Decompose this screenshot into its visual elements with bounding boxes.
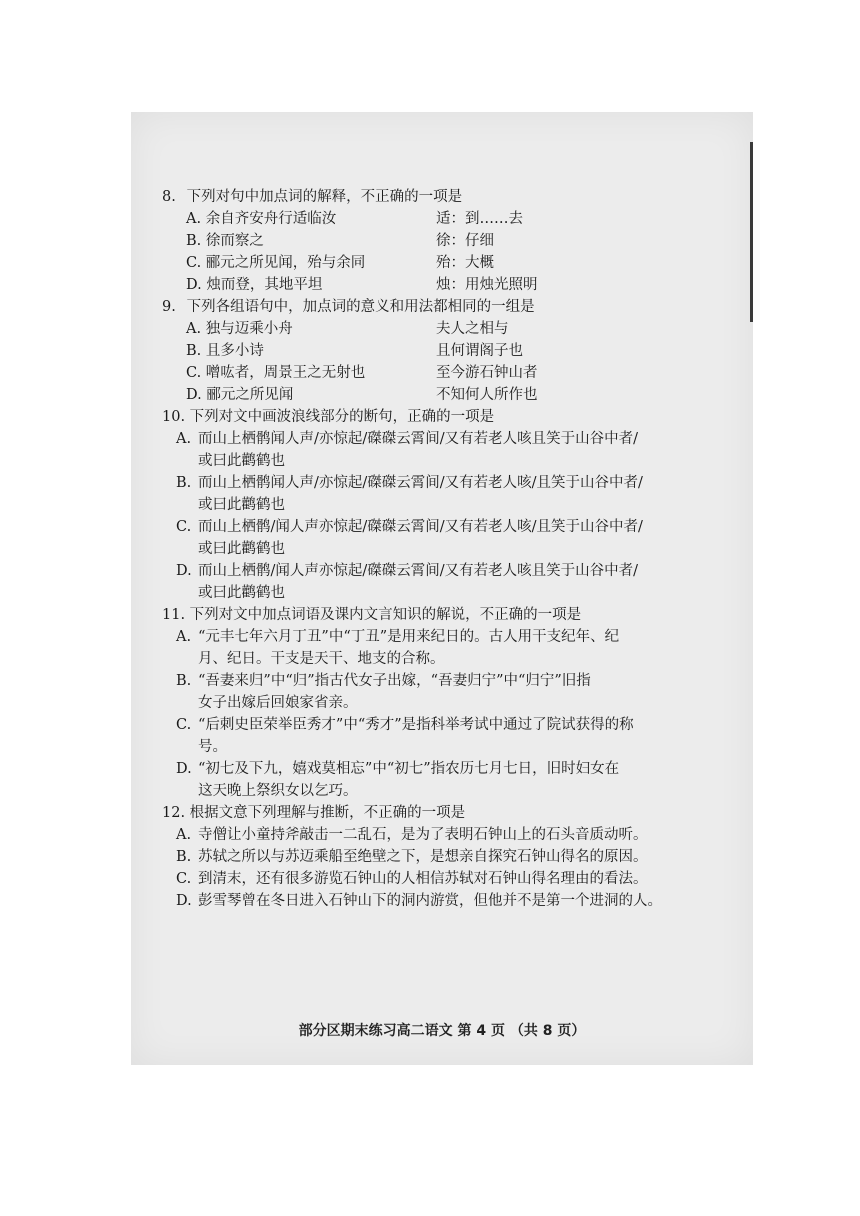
exam-content	[162, 186, 702, 912]
question-number: 11.	[162, 607, 186, 623]
option-d	[162, 890, 702, 912]
option-line: 而山上栖鹘/闻人声亦惊起/磔磔云霄间/又有若老人咳/且笑于山谷中者/	[198, 519, 643, 535]
option-line: 女子出嫁后回娘家省亲。	[198, 695, 358, 711]
page-footer: 部分区期末练习高二语文 第 4 页 （共 8 页）	[298, 1023, 586, 1039]
option-a	[162, 318, 702, 340]
question-title: 下列各组语句中，加点词的意义和用法都相同的一组是	[186, 299, 535, 315]
option-sentence: 郦元之所见闻，殆与余同	[205, 255, 366, 271]
option-label: A.	[176, 629, 192, 645]
option-line: 或曰此鹳鹤也	[198, 585, 285, 601]
option-line: “元丰七年六月丁丑”中“丁丑”是用来纪日的。古人用干支纪年、纪	[198, 629, 620, 645]
option-a	[162, 208, 702, 230]
option-d	[162, 560, 702, 604]
option-label: A.	[186, 211, 202, 227]
option-b	[162, 230, 702, 252]
option-b	[162, 846, 702, 868]
option-gloss: 适：到……去	[436, 211, 523, 227]
option-label: D.	[176, 563, 192, 579]
question-8	[162, 186, 702, 296]
option-line: “初七及下九，嬉戏莫相忘”中“初七”指农历七月七日，旧时妇女在	[198, 761, 620, 777]
option-line: “后刺史臣荣举臣秀才”中“秀才”是指科举考试中通过了院试获得的称	[198, 717, 634, 733]
option-gloss: 徐：仔细	[436, 233, 494, 249]
option-sentence: 徐而察之	[205, 233, 264, 249]
option-right: 至今游石钟山者	[436, 365, 538, 381]
option-a	[162, 626, 702, 670]
question-number: 9.	[162, 299, 176, 315]
option-label: D.	[176, 893, 192, 909]
option-label: B.	[176, 849, 192, 865]
question-title: 根据文意下列理解与推断，不正确的一项是	[189, 805, 466, 821]
option-d	[162, 274, 702, 296]
option-line: “吾妻来归”中“归”指古代女子出嫁，“吾妻归宁”中“归宁”旧指	[198, 673, 591, 689]
option-line: 号。	[198, 739, 227, 755]
option-gloss: 殆：大概	[436, 255, 494, 271]
option-label: D.	[176, 761, 192, 777]
option-line: 而山上栖鹘闻人声/亦惊起/磔磔云霄间/又有若老人咳/且笑于山谷中者/	[198, 475, 643, 491]
question-11	[162, 604, 702, 802]
option-b	[162, 472, 702, 516]
question-title: 下列对文中画波浪线部分的断句，正确的一项是	[189, 409, 495, 425]
option-line: 或曰此鹳鹤也	[198, 541, 285, 557]
option-label: A.	[186, 321, 202, 337]
option-sentence: 余自齐安舟行适临汝	[205, 211, 337, 227]
question-12	[162, 802, 702, 912]
question-title: 下列对句中加点词的解释，不正确的一项是	[186, 189, 463, 205]
option-line: 而山上栖鹘闻人声/亦惊起/磔磔云霄间/又有若老人咳且笑于山谷中者/	[198, 431, 639, 447]
option-c	[162, 362, 702, 384]
option-label: B.	[176, 673, 192, 689]
option-text: 寺僧让小童持斧敲击一二乱石，是为了表明石钟山上的石头音质动听。	[198, 827, 648, 843]
option-left: 郦元之所见闻	[206, 387, 294, 403]
option-text: 苏轼之所以与苏迈乘船至绝壁之下，是想亲自探究石钟山得名的原因。	[198, 849, 648, 865]
question-number: 10.	[162, 409, 186, 425]
option-a	[162, 824, 702, 846]
option-c	[162, 252, 702, 274]
option-label: A.	[176, 827, 192, 843]
option-sentence: 烛而登，其地平坦	[206, 277, 323, 293]
question-number: 12.	[162, 805, 186, 821]
option-d	[162, 384, 702, 406]
question-10	[162, 406, 702, 604]
option-label: C.	[176, 871, 192, 887]
option-line: 或曰此鹳鹤也	[198, 497, 285, 513]
option-label: D.	[186, 277, 202, 293]
option-gloss: 烛：用烛光照明	[436, 277, 538, 293]
option-right: 且何谓阁子也	[436, 343, 523, 359]
question-title: 下列对文中加点词语及课内文言知识的解说，不正确的一项是	[189, 607, 582, 623]
option-left: 噌吰者，周景王之无射也	[205, 365, 366, 381]
option-label: D.	[186, 387, 202, 403]
option-label: C.	[186, 365, 202, 381]
option-label: B.	[186, 343, 202, 359]
option-text: 到清末，还有很多游览石钟山的人相信苏轼对石钟山得名理由的看法。	[198, 871, 648, 887]
option-label: C.	[186, 255, 202, 271]
option-label: A.	[176, 431, 192, 447]
option-left: 且多小诗	[205, 343, 264, 359]
option-d	[162, 758, 702, 802]
option-right: 夫人之相与	[436, 321, 509, 337]
option-right: 不知何人所作也	[436, 387, 538, 403]
option-line: 或曰此鹳鹤也	[198, 453, 285, 469]
option-label: C.	[176, 717, 192, 733]
option-c	[162, 516, 702, 560]
option-line: 这天晚上祭织女以乞巧。	[198, 783, 358, 799]
question-9	[162, 296, 702, 406]
option-label: B.	[186, 233, 202, 249]
option-left: 独与迈乘小舟	[205, 321, 293, 337]
option-c	[162, 868, 702, 890]
question-number: 8.	[162, 189, 176, 205]
option-line: 月、纪日。干支是天干、地支的合称。	[198, 651, 445, 667]
option-line: 而山上栖鹘/闻人声亦惊起/磔磔云霄间/又有若老人咳且笑于山谷中者/	[198, 563, 639, 579]
option-b	[162, 340, 702, 362]
option-text: 彭雪琴曾在冬日进入石钟山下的洞内游赏，但他并不是第一个进洞的人。	[198, 893, 662, 909]
option-a	[162, 428, 702, 472]
option-label: B.	[176, 475, 192, 491]
option-label: C.	[176, 519, 192, 535]
option-b	[162, 670, 702, 714]
option-c	[162, 714, 702, 758]
